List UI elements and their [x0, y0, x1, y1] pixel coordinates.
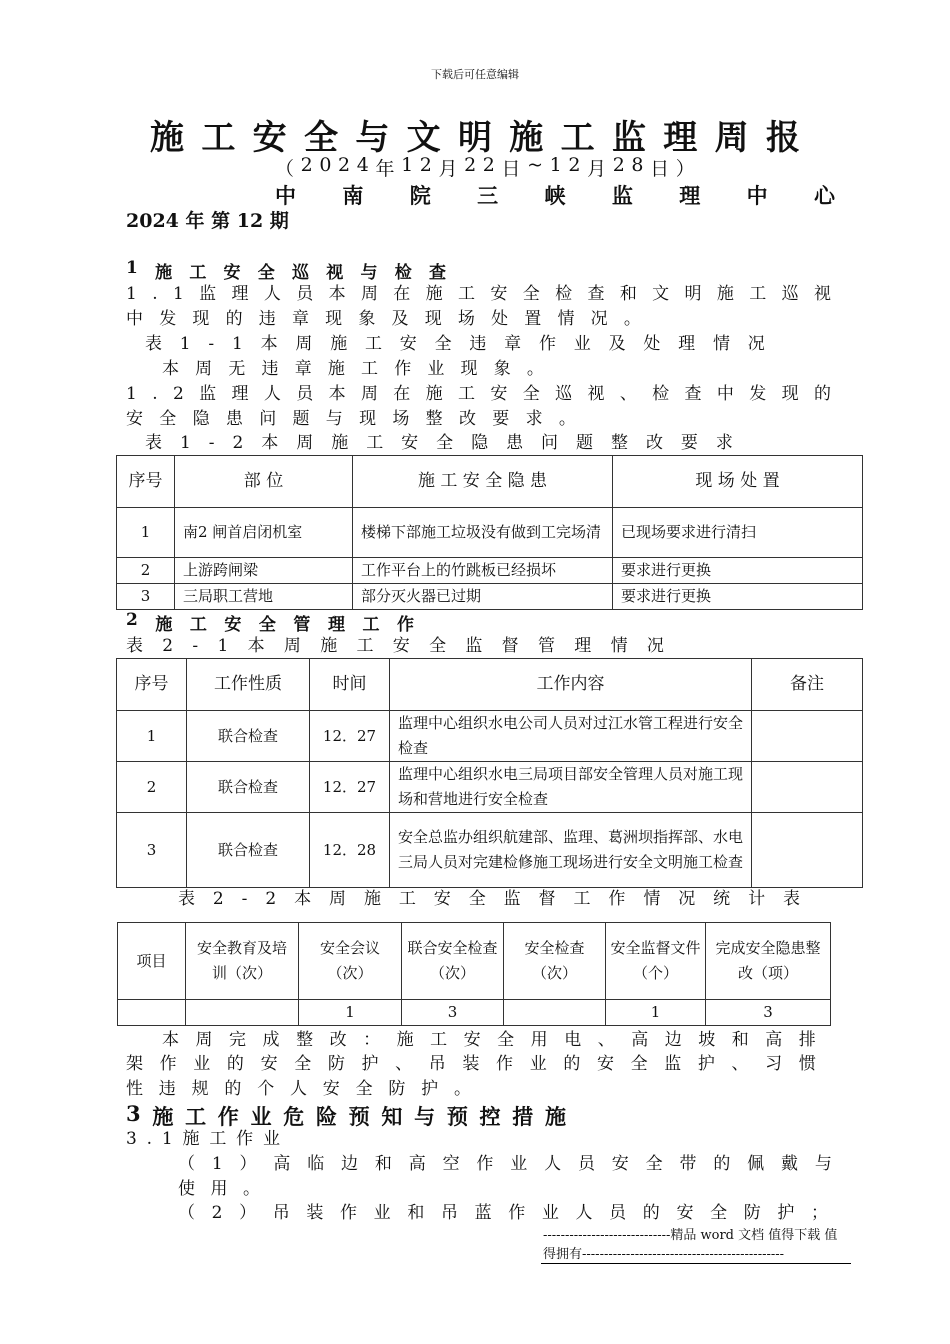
issue-number: 2024 年 第 12 期	[126, 210, 289, 232]
statistics-table	[117, 922, 831, 1026]
hazard-table	[116, 455, 863, 610]
hazard-cell-hazard: 楼梯下部施工垃圾没有做到工完场清	[353, 508, 613, 558]
supervision-cell-remark	[752, 813, 863, 888]
table1-1-caption: 表 1 - 1 本 周 施 工 安 全 违 章 作 业 及 处 理 情 况	[145, 334, 765, 354]
section1-2-line2: 安 全 隐 患 问 题 与 现 场 整 改 要 求 。	[126, 409, 576, 429]
hazard-cell-hazard: 部分灭火器已过期	[353, 584, 613, 610]
hazard-cell-no: 2	[117, 558, 175, 584]
stats-header-meetings: 安全会议（次）	[299, 923, 402, 1000]
stats-cell-training	[186, 1000, 299, 1026]
hazard-cell-location: 上游跨闸梁	[175, 558, 353, 584]
stats-header-rectified: 完成安全隐患整改（项）	[706, 923, 831, 1000]
section3-1-heading: 3 . 1 施 工 作 业	[126, 1129, 280, 1149]
stats-cell-item	[118, 1000, 186, 1026]
supervision-cell-date: 12．27	[310, 762, 390, 813]
stats-header-item: 项目	[118, 923, 186, 1000]
supervision-header-type: 工作性质	[187, 659, 310, 711]
hazard-header-hazard: 施 工 安 全 隐 患	[353, 456, 613, 508]
stats-header-training: 安全教育及培训（次）	[186, 923, 299, 1000]
table2-1-caption: 表 2 - 1 本 周 施 工 安 全 监 督 管 理 情 况	[126, 636, 664, 656]
table-row	[117, 508, 863, 558]
table-row	[118, 1000, 831, 1026]
organization: 中 南 院 三 峡 监 理 中 心	[275, 183, 835, 208]
rectification-line2: 架 作 业 的 安 全 防 护 、 吊 装 作 业 的 安 全 监 护 、 习 惯	[126, 1054, 816, 1074]
rectification-line3: 性 违 规 的 个 人 安 全 防 护 。	[126, 1079, 471, 1099]
hazard-header-no: 序号	[117, 456, 175, 508]
table1-2-caption: 表 1 - 2 本 周 施 工 安 全 隐 患 问 题 整 改 要 求	[145, 433, 733, 453]
footer-text: -----------------------------精品 word 文档 值得下载 值得拥有----------------------------------------------	[543, 1228, 838, 1262]
stats-header-joint-checks: 联合安全检查（次）	[402, 923, 504, 1000]
hazard-cell-no: 1	[117, 508, 175, 558]
section3-heading: 3 施 工 作 业 危 险 预 知 与 预 控 措 施	[126, 1101, 566, 1129]
supervision-header-no: 序号	[117, 659, 187, 711]
hazard-cell-action: 要求进行更换	[613, 558, 863, 584]
date-range: （ 2 0 2 4 年 1 2 月 2 2 日 ~ 1 2 月 2 8 日 ）	[275, 154, 695, 180]
section1-1-line1: 1 . 1 监 理 人 员 本 周 在 施 工 安 全 检 查 和 文 明 施 工 巡 视	[126, 284, 831, 304]
table-row	[117, 584, 863, 610]
section1-2-line1: 1 . 2 监 理 人 员 本 周 在 施 工 安 全 巡 视 、 检 查 中 发 现 的	[126, 384, 831, 404]
stats-cell-checks	[504, 1000, 606, 1026]
supervision-cell-no: 1	[117, 711, 187, 762]
section3-item2: （ 2 ） 吊 装 作 业 和 吊 蓝 作 业 人 员 的 安 全 防 护 ；	[178, 1203, 828, 1223]
supervision-cell-type: 联合检查	[187, 813, 310, 888]
hazard-cell-location: 南2 闸首启闭机室	[175, 508, 353, 558]
section3-item1-line1: （ 1 ） 高 临 边 和 高 空 作 业 人 员 安 全 带 的 佩 戴 与	[178, 1154, 832, 1174]
supervision-table	[116, 658, 863, 888]
stats-cell-joint-checks: 3	[402, 1000, 504, 1026]
table2-2-caption: 表 2 - 2 本 周 施 工 安 全 监 督 工 作 情 况 统 计 表	[178, 889, 800, 909]
header-note: 下载后可任意编辑	[431, 68, 519, 81]
page-title: 施 工 安 全 与 文 明 施 工 监 理 周 报	[150, 118, 800, 158]
supervision-cell-content: 监理中心组织水电公司人员对过江水管工程进行安全检查	[390, 711, 752, 762]
hazard-cell-location: 三局职工营地	[175, 584, 353, 610]
supervision-header-content: 工作内容	[390, 659, 752, 711]
section2-heading: 2 施 工 安 全 管 理 工 作	[126, 610, 414, 635]
section1-1-line2: 中 发 现 的 违 章 现 象 及 现 场 处 置 情 况 。	[126, 309, 641, 329]
section3-item1-line2: 使 用 。	[178, 1179, 260, 1199]
supervision-cell-remark	[752, 762, 863, 813]
table-row	[117, 558, 863, 584]
supervision-cell-remark	[752, 711, 863, 762]
table-row	[117, 711, 863, 762]
supervision-cell-content: 安全总监办组织航建部、监理、葛洲坝指挥部、水电三局人员对完建检修施工现场进行安全文明施工检查	[390, 813, 752, 888]
hazard-cell-no: 3	[117, 584, 175, 610]
rectification-line1: 本 周 完 成 整 改 ： 施 工 安 全 用 电 、 高 边 坡 和 高 排	[162, 1030, 816, 1050]
supervision-header-date: 时间	[310, 659, 390, 711]
hazard-cell-action: 要求进行更换	[613, 584, 863, 610]
footer-rule	[541, 1263, 851, 1264]
supervision-cell-no: 3	[117, 813, 187, 888]
supervision-cell-no: 2	[117, 762, 187, 813]
supervision-cell-type: 联合检查	[187, 711, 310, 762]
table1-1-note: 本 周 无 违 章 施 工 作 业 现 象 。	[162, 359, 544, 379]
stats-header-documents: 安全监督文件（个）	[606, 923, 706, 1000]
supervision-cell-date: 12．28	[310, 813, 390, 888]
stats-header-checks: 安全检查（次）	[504, 923, 606, 1000]
stats-cell-rectified: 3	[706, 1000, 831, 1026]
hazard-header-action: 现 场 处 置	[613, 456, 863, 508]
stats-cell-meetings: 1	[299, 1000, 402, 1026]
hazard-cell-action: 已现场要求进行清扫	[613, 508, 863, 558]
table-row	[117, 762, 863, 813]
table-row	[117, 813, 863, 888]
supervision-cell-type: 联合检查	[187, 762, 310, 813]
supervision-cell-content: 监理中心组织水电三局项目部安全管理人员对施工现场和营地进行安全检查	[390, 762, 752, 813]
supervision-cell-date: 12．27	[310, 711, 390, 762]
supervision-header-remark: 备注	[752, 659, 863, 711]
hazard-cell-hazard: 工作平台上的竹跳板已经损坏	[353, 558, 613, 584]
stats-cell-documents: 1	[606, 1000, 706, 1026]
hazard-header-location: 部 位	[175, 456, 353, 508]
section1-heading: 1 施 工 安 全 巡 视 与 检 查	[126, 258, 446, 283]
